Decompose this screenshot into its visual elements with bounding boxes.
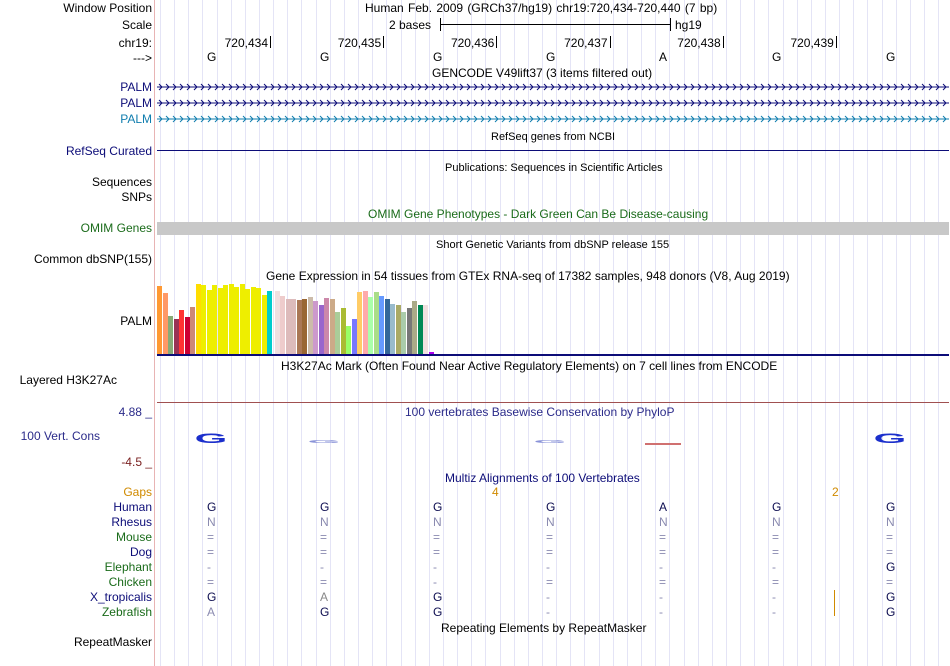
gtex-tissue-bar (302, 299, 307, 354)
base-letter: G (433, 50, 443, 64)
alignment-base: = (207, 545, 215, 559)
gtex-tissue-bar (396, 305, 401, 354)
alignment-base: G (886, 560, 896, 574)
alignment-base: = (546, 545, 554, 559)
gtex-tissue-bar (229, 284, 234, 354)
alignment-base: = (546, 575, 554, 589)
alignment-base: - (659, 590, 663, 604)
coordinate-tick (383, 36, 384, 48)
alignment-base: G (320, 605, 330, 619)
species-label[interactable]: Mouse (115, 530, 152, 544)
gtex-tissue-bar (262, 295, 267, 354)
gtex-tissue-bar (245, 289, 250, 354)
gtex-tissue-bar (207, 290, 212, 354)
alignment-base: N (207, 515, 216, 529)
gtex-tissue-bar (385, 299, 390, 354)
dbsnp-label[interactable]: Common dbSNP(155) (33, 252, 152, 266)
phylop-logo[interactable] (157, 430, 949, 450)
alignment-base: - (546, 560, 550, 574)
alignment-base: A (320, 590, 329, 604)
alignment-base: N (433, 515, 442, 529)
alignment-base: = (433, 530, 441, 544)
h3k27ac-label[interactable]: Layered H3K27Ac (19, 373, 117, 387)
coordinate-tick (723, 36, 724, 48)
gtex-tissue-bar (240, 284, 245, 354)
coordinate-label: 720,435 (337, 36, 382, 50)
gencode-title: GENCODE V49lift37 (3 items filtered out) (432, 66, 653, 80)
alignment-base: = (772, 545, 780, 559)
base-letter: G (207, 50, 217, 64)
gtex-tissue-bar (212, 285, 217, 354)
gtex-label[interactable]: PALM (120, 314, 152, 328)
chrom-label: chr19: (118, 36, 152, 50)
alignment-base: - (207, 560, 211, 574)
alignment-base: = (320, 545, 328, 559)
gtex-tissue-bar (223, 285, 228, 354)
alignment-base: N (886, 515, 895, 529)
gtex-tissue-bar (412, 301, 417, 354)
alignment-base: = (659, 530, 667, 544)
publications-label-line2[interactable]: SNPs (121, 190, 152, 204)
publications-label-line1[interactable]: Sequences (91, 175, 152, 189)
alignment-base: N (659, 515, 668, 529)
alignment-base: A (659, 500, 668, 514)
gtex-tissue-bar (335, 312, 340, 354)
gencode-gene-label-1[interactable]: PALM (120, 80, 152, 94)
alignment-base: G (207, 590, 217, 604)
gtex-tissue-bar (157, 286, 162, 354)
dbsnp-title: Short Genetic Variants from dbSNP release 155 (436, 239, 670, 251)
alignment-base: G (207, 500, 217, 514)
repeatmasker-label[interactable]: RepeatMasker (73, 635, 152, 649)
alignment-base: = (772, 575, 780, 589)
species-label[interactable]: Zebrafish (101, 605, 152, 619)
gtex-tissue-bar (379, 296, 384, 354)
species-label[interactable]: Rhesus (111, 515, 152, 529)
alignment-base: - (772, 560, 776, 574)
scale-bar-left-tick (440, 18, 441, 31)
refseq-title: RefSeq genes from NCBI (491, 131, 616, 143)
base-letter: G (772, 50, 782, 64)
gtex-tissue-bar (330, 299, 335, 354)
coordinate-tick (610, 36, 611, 48)
alignment-base: - (320, 560, 324, 574)
alignment-base: = (433, 545, 441, 559)
phylop-logo-letter: G (307, 438, 341, 445)
h3k27ac-title: H3K27Ac Mark (Often Found Near Active Regulatory Elements) on 7 cell lines from ENCODE (281, 359, 778, 373)
alignment-base: = (207, 530, 215, 544)
alignment-base: - (546, 590, 550, 604)
base-letter: G (886, 50, 896, 64)
phylop-logo-letter: G (533, 438, 567, 445)
species-label[interactable]: Dog (129, 545, 152, 559)
coordinate-label: 720,434 (224, 36, 268, 50)
omim-bar[interactable] (157, 222, 949, 235)
alignment-base: G (886, 590, 896, 604)
scale-label: Scale (121, 18, 152, 32)
gtex-tissue-bar (256, 288, 261, 354)
alignment-base: - (546, 605, 550, 619)
gencode-transcripts[interactable] (157, 81, 949, 125)
alignment-base: G (886, 500, 896, 514)
alignment-base: = (320, 530, 328, 544)
coordinate-tick (270, 36, 271, 48)
gtex-tissue-bar (185, 317, 190, 354)
gap-insertion-mark (834, 590, 835, 616)
coordinate-label: 720,438 (677, 36, 721, 50)
gtex-tissue-bar (168, 316, 173, 354)
alignment-base: = (659, 575, 667, 589)
phylop-label[interactable]: 100 Vert. Cons (20, 429, 100, 443)
gtex-tissue-bar (267, 291, 272, 354)
alignment-base: = (659, 545, 667, 559)
alignment-base: = (886, 575, 894, 589)
species-label[interactable]: Elephant (104, 560, 152, 574)
alignment-base: N (320, 515, 329, 529)
gencode-gene-label-2[interactable]: PALM (120, 96, 152, 110)
phylop-logo-letter: G (873, 430, 907, 447)
phylop-negative-mark (645, 443, 681, 445)
alignment-base: = (207, 575, 215, 589)
phylop-max: 4.88 _ (118, 405, 152, 419)
gtex-gene-line[interactable] (157, 354, 949, 356)
gtex-tissue-bar (163, 293, 168, 354)
coordinate-label: 720,437 (564, 36, 608, 50)
alignment-base: - (659, 605, 663, 619)
gtex-tissue-bar (401, 312, 406, 354)
omim-label[interactable]: OMIM Genes (80, 221, 152, 235)
gtex-tissue-bar (374, 292, 379, 354)
gtex-tissue-bar (297, 300, 302, 354)
species-label[interactable]: X_tropicalis (89, 590, 152, 604)
refseq-label[interactable]: RefSeq Curated (65, 144, 152, 158)
gap-count-2: 2 (832, 485, 839, 499)
gtex-tissue-bar (308, 297, 313, 354)
scale-bar (440, 24, 670, 25)
alignment-base: - (433, 575, 437, 589)
alignment-base: G (772, 500, 782, 514)
gtex-tissue-bar (390, 304, 395, 354)
coordinate-label: 720,439 (790, 36, 834, 50)
gtex-tissue-bar (418, 305, 423, 354)
species-label[interactable]: Human (113, 500, 152, 514)
gtex-tissue-bar (196, 284, 201, 354)
gtex-tissue-bar (346, 326, 351, 354)
gtex-tissue-bar (291, 299, 296, 354)
gtex-tissue-bar (286, 299, 291, 354)
gtex-tissue-bar (352, 319, 357, 354)
gtex-tissue-bar (363, 291, 368, 354)
alignment-base: = (886, 545, 894, 559)
gtex-tissue-bar (174, 319, 179, 354)
scale-value: 2 bases (389, 18, 432, 32)
phylop-min: -4.5 _ (121, 455, 152, 469)
gtex-tissue-bar (357, 292, 362, 354)
coordinate-label: 720,436 (450, 36, 495, 50)
gaps-label: Gaps (123, 485, 152, 499)
repeatmasker-title: Repeating Elements by RepeatMasker (441, 621, 647, 635)
gtex-tissue-bar (319, 305, 324, 354)
gtex-tissue-bar (190, 307, 195, 354)
gtex-tissue-bar (280, 296, 285, 354)
base-letter: G (320, 50, 330, 64)
gtex-tissue-bar (251, 287, 256, 354)
gtex-tissue-bar (179, 310, 184, 354)
scale-assembly: hg19 (675, 18, 702, 32)
omim-title: OMIM Gene Phenotypes - Dark Green Can Be Disease-causing (368, 207, 709, 221)
alignment-base: G (433, 590, 443, 604)
gtex-tissue-bar (423, 305, 428, 354)
window-position-value: Human Feb. 2009 (GRCh37/hg19) chr19:720,434-720,440 (7 bp) (365, 1, 718, 15)
alignment-base: - (772, 590, 776, 604)
coordinate-tick (836, 36, 837, 48)
coordinate-tick (496, 36, 497, 48)
alignment-base: = (886, 530, 894, 544)
refseq-line[interactable] (157, 150, 949, 151)
gtex-tissue-bar (407, 308, 412, 354)
base-letter: G (546, 50, 556, 64)
gtex-tissue-bar (275, 291, 280, 354)
alignment-base: G (886, 605, 896, 619)
alignment-base: = (772, 530, 780, 544)
alignment-base: = (546, 530, 554, 544)
alignment-base: N (772, 515, 781, 529)
multiz-title: Multiz Alignments of 100 Vertebrates (445, 471, 640, 485)
gtex-tissue-bar (201, 285, 206, 354)
phylop-title: 100 vertebrates Basewise Conservation by PhyloP (405, 405, 675, 419)
alignment-base: G (320, 500, 330, 514)
base-letter: A (659, 50, 668, 64)
alignment-base: - (659, 560, 663, 574)
publications-title: Publications: Sequences in Scientific Articles (445, 162, 663, 174)
alignment-base: - (433, 560, 437, 574)
strand-label: ---> (133, 51, 152, 65)
scale-bar-right-tick (670, 18, 671, 31)
gap-count-1: 4 (492, 485, 499, 499)
h3k27ac-baseline (157, 402, 949, 403)
alignment-base: N (546, 515, 555, 529)
gtex-title: Gene Expression in 54 tissues from GTEx RNA-seq of 17382 samples, 948 donors (V8, Aug 2019) (266, 269, 790, 283)
gtex-tissue-bar (234, 287, 239, 354)
phylop-logo-letter: G (194, 430, 228, 447)
alignment-base: = (320, 575, 328, 589)
label-divider (154, 0, 155, 666)
alignment-base: G (433, 500, 443, 514)
gencode-gene-label-3[interactable]: PALM (120, 112, 152, 126)
gtex-tissue-bar (341, 308, 346, 354)
gtex-tissue-bar (313, 301, 318, 354)
alignment-base: G (546, 500, 556, 514)
gtex-tissue-bar (324, 298, 329, 354)
alignment-base: G (433, 605, 443, 619)
species-label[interactable]: Chicken (108, 575, 152, 589)
alignment-base: A (207, 605, 216, 619)
gtex-bar-chart[interactable] (157, 284, 537, 354)
gtex-tissue-bar (368, 297, 373, 354)
alignment-base: - (772, 605, 776, 619)
gtex-tissue-bar (218, 288, 223, 354)
window-position-label: Window Position (63, 1, 152, 15)
